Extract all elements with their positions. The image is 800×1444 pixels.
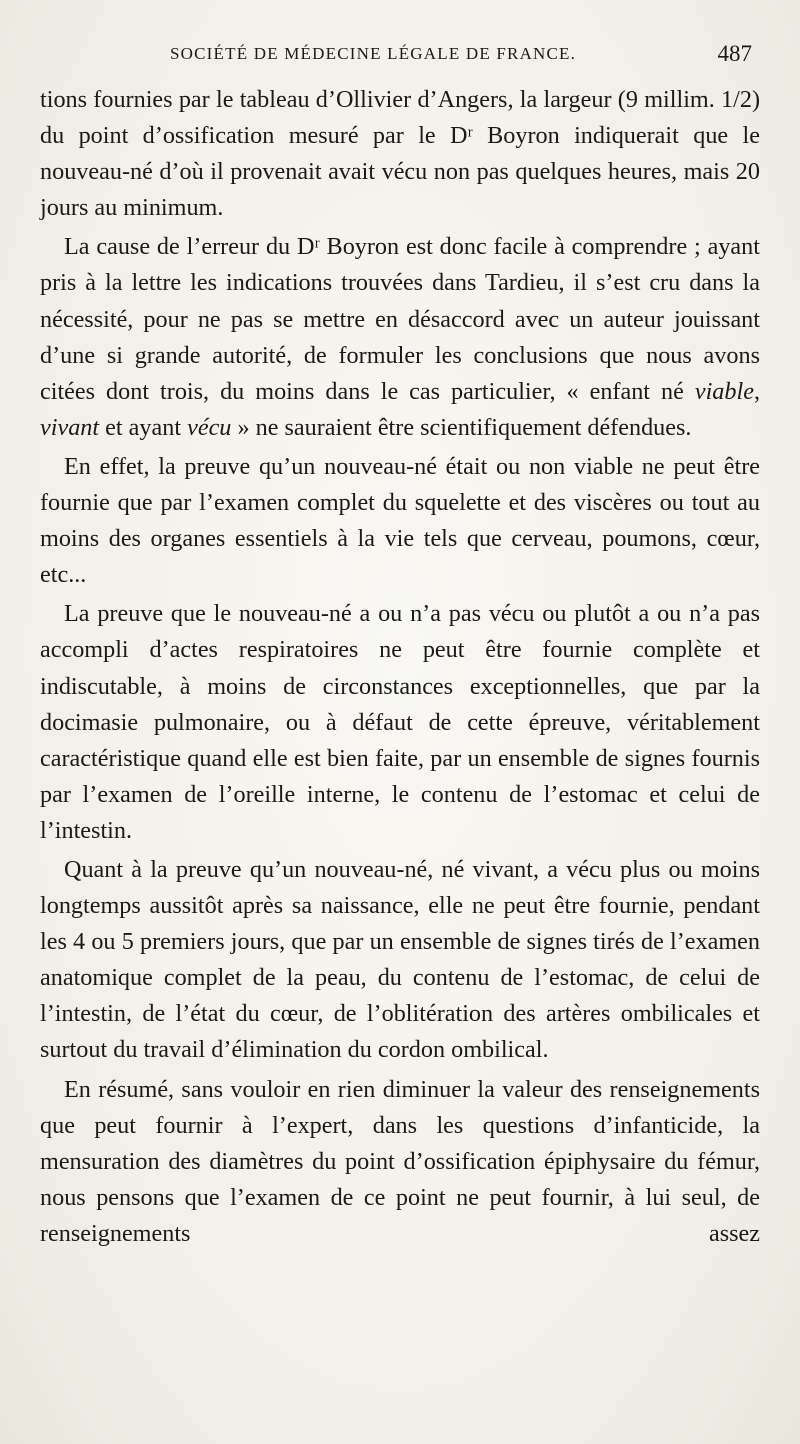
page-header [40, 41, 760, 76]
paragraph-en-resume [40, 1072, 760, 1252]
italic-term-viable: viable [694, 377, 754, 405]
paragraph-text: En effet, la preuve qu’un nouveau-né était ou non viable ne peut être fournie que par l’examen complet du squelette et des viscères ou tout au moins des organes essentiels à la vie tels que cerveau, poumons, cœur, etc... [40, 452, 760, 589]
italic-term-vivant: vivant [40, 413, 100, 441]
paragraph-text: tions fournies par le tableau d’Ollivier d’Angers, la largeur (9 millim. 1/2) du point d’ossification mesuré par le Dʳ Boyron indiquerait que le nouveau-né d’où il provenait avait vécu non pas quelques heures, mais 20 jours au minimum. [40, 86, 760, 222]
paragraph-en-effet [40, 449, 760, 593]
paragraph-cause-erreur [40, 229, 760, 446]
italic-term-vecu: vécu [187, 413, 232, 441]
body-text [40, 82, 760, 1255]
paragraph-text: La cause de l’erreur du Dʳ Boyron est donc facile à comprendre ; ayant pris à la lettre les indications trouvées dans Tardieu, il s’est cru dans la nécessité, pour ne pas se mettre en désaccord avec un auteur jouissant d’une si grande autorité, de formuler les conclusions que nous avons citées dont trois, du moins dans le cas particulier, « enfant né [40, 233, 760, 405]
page-number: 487 [717, 41, 752, 66]
paragraph-quant-a-la-preuve [40, 852, 760, 1069]
paragraph-preuve-vecu [40, 596, 760, 849]
paragraph-continuation [40, 82, 760, 226]
paragraph-text: , [753, 377, 760, 405]
paragraph-text: et ayant [99, 413, 188, 441]
running-head: SOCIÉTÉ DE MÉDECINE LÉGALE DE FRANCE. [170, 44, 577, 63]
paragraph-text: » ne sauraient être scientifiquement défendues. [231, 413, 692, 441]
paragraph-text: La preuve que le nouveau-né a ou n’a pas vécu ou plutôt a ou n’a pas accompli d’actes respiratoires ne peut être fournie complète et indiscutable, à moins de circonstances exceptionnelles, que par la docimasie pulmonaire, ou à défaut de cette épreuve, véritablement caractéristique quand elle est bien faite, par un ensemble de signes fournis par l’examen de l’oreille interne, le contenu de l’estomac et celui de l’intestin. [40, 600, 760, 844]
paragraph-text: En résumé, sans vouloir en rien diminuer la valeur des renseignements que peut fournir à l’expert, dans les questions d’infanticide, la mensuration des diamètres du point d’ossification épiphysaire du fémur, nous pensons que l’examen de ce point ne peut fournir, à lui seul, de renseignements assez [40, 1075, 760, 1247]
paragraph-text: Quant à la preuve qu’un nouveau-né, né vivant, a vécu plus ou moins longtemps aussitôt après sa naissance, elle ne peut être fournie, pendant les 4 ou 5 premiers jours, que par un ensemble de signes tirés de l’examen anatomique complet de la peau, du contenu de l’estomac, de celui de l’intestin, de l’état du cœur, de l’oblitération des artères ombilicales et surtout du travail d’élimination du cordon ombilical. [40, 855, 760, 1064]
